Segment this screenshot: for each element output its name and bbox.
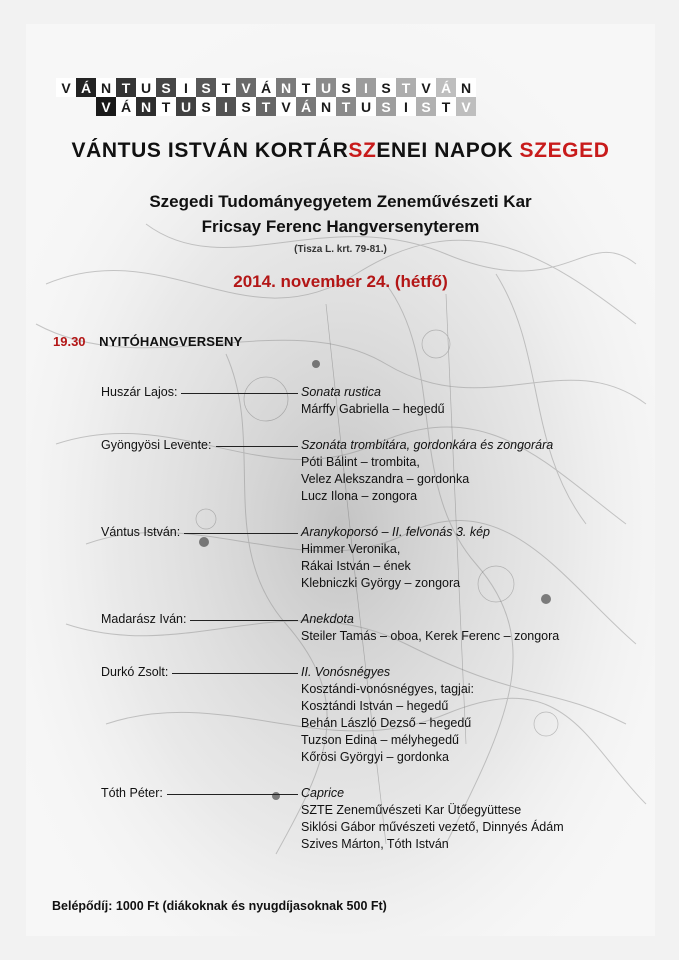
checker-letter: S	[196, 97, 216, 116]
performer: Kosztándi-vonósnégyes, tagjai:	[301, 682, 475, 696]
checker-letter: Á	[256, 78, 276, 97]
venue-line-1: Szegedi Tudományegyetem Zeneművészeti Kar	[149, 192, 532, 211]
venue-line-2: Fricsay Ferenc Hangversenyterem	[201, 217, 480, 236]
performer: Lucz Ilona – zongora	[301, 489, 418, 503]
performer-line	[101, 628, 641, 645]
program-item-header	[101, 664, 641, 681]
checkerboard-row-1	[56, 78, 476, 97]
program-item	[101, 384, 641, 418]
performer-line	[101, 802, 641, 819]
checker-letter: V	[236, 78, 256, 97]
checker-letter: T	[296, 78, 316, 97]
performer-line	[101, 715, 641, 732]
checkerboard-row-2	[96, 97, 476, 116]
work-title: Aranykoporsó – II. felvonás 3. kép	[301, 525, 490, 539]
checker-letter: S	[236, 97, 256, 116]
checker-letter: N	[316, 97, 336, 116]
performer-line	[101, 681, 641, 698]
checker-letter: I	[356, 78, 376, 97]
checker-letter: I	[396, 97, 416, 116]
composer-name: Huszár Lajos:	[101, 385, 178, 399]
concert-label: NYITÓHANGVERSENY	[99, 334, 243, 349]
performer: Klebniczki György – zongora	[301, 576, 461, 590]
performer: Rákai István – ének	[301, 559, 411, 573]
poster	[26, 24, 655, 936]
checker-letter: T	[336, 97, 356, 116]
checker-letter: S	[416, 97, 436, 116]
program-item	[101, 524, 641, 592]
checker-letter: S	[376, 97, 396, 116]
performer-line	[101, 698, 641, 715]
work-title: II. Vonósnégyes	[301, 665, 391, 679]
performer: SZTE Zeneművészeti Kar Ütőegyüttese	[301, 803, 522, 817]
program-item-header	[101, 611, 641, 628]
checker-letter: N	[96, 78, 116, 97]
program-item-header	[101, 384, 641, 401]
composer-name: Gyöngyösi Levente:	[101, 438, 212, 452]
checker-letter: V	[56, 78, 76, 97]
performer-line	[101, 575, 641, 592]
performer-line	[101, 454, 641, 471]
leader-line	[190, 620, 298, 621]
program-item	[101, 664, 641, 766]
composer	[101, 611, 301, 628]
performer: Tuzson Edina – mélyhegedű	[301, 733, 459, 747]
leader-line	[172, 673, 298, 674]
entry-fee: Belépődíj: 1000 Ft (diákoknak és nyugdíjasoknak 500 Ft)	[52, 899, 387, 913]
checker-letter: S	[196, 78, 216, 97]
work-title: Caprice	[301, 786, 345, 800]
checker-letter: T	[156, 97, 176, 116]
performer-line	[101, 749, 641, 766]
venue-address: (Tisza L. krt. 79-81.)	[294, 244, 387, 255]
performer-line	[101, 558, 641, 575]
performer: Kosztándi István – hegedű	[301, 699, 449, 713]
checker-letter: V	[96, 97, 116, 116]
checker-letter: I	[176, 78, 196, 97]
performer-line	[101, 819, 641, 836]
program-list	[101, 384, 641, 872]
checker-letter: N	[136, 97, 156, 116]
performer-line	[101, 541, 641, 558]
performer: Himmer Veronika,	[301, 542, 401, 556]
leader-line	[184, 533, 298, 534]
composer	[101, 384, 301, 401]
work-title: Szonáta trombitára, gordonkára és zongorára	[301, 438, 554, 452]
leader-line	[167, 794, 298, 795]
name-checkerboard-logo	[56, 78, 476, 116]
checker-letter: T	[256, 97, 276, 116]
leader-line	[181, 393, 298, 394]
title-part-1: VÁNTUS ISTVÁN KORTÁR	[71, 139, 349, 162]
checker-letter: T	[116, 78, 136, 97]
checker-letter: T	[216, 78, 236, 97]
checker-letter: U	[136, 78, 156, 97]
concert-time: 19.30	[53, 334, 86, 349]
title-part-2: SZ	[348, 139, 377, 162]
performer-line	[101, 488, 641, 505]
composer-name: Durkó Zsolt:	[101, 665, 169, 679]
checker-letter: I	[216, 97, 236, 116]
performer-line	[101, 732, 641, 749]
checker-letter: U	[176, 97, 196, 116]
program-item	[101, 785, 641, 853]
checker-letter: V	[276, 97, 296, 116]
work-title: Sonata rustica	[301, 385, 381, 399]
composer	[101, 524, 301, 541]
title-part-4: SZEGED	[519, 139, 610, 162]
title-part-3: ENEI NAPOK	[376, 139, 520, 162]
program-item-header	[101, 524, 641, 541]
leader-line	[216, 446, 299, 447]
performer: Márffy Gabriella – hegedű	[301, 402, 445, 416]
work-title: Anekdota	[301, 612, 354, 626]
performer: Velez Alekszandra – gordonka	[301, 472, 470, 486]
performer-line	[101, 471, 641, 488]
checker-letter: S	[336, 78, 356, 97]
performer: Behán László Dezső – hegedű	[301, 716, 472, 730]
checker-letter: Á	[436, 78, 456, 97]
checker-letter: Á	[76, 78, 96, 97]
performer: Póti Bálint – trombita,	[301, 455, 420, 469]
festival-title	[26, 139, 655, 163]
performer: Kőrösi Györgyi – gordonka	[301, 750, 449, 764]
performer: Szives Márton, Tóth István	[301, 837, 449, 851]
composer	[101, 437, 301, 454]
performer: Siklósi Gábor művészeti vezető, Dinnyés Ádám	[301, 820, 564, 834]
performer-line	[101, 836, 641, 853]
program-item-header	[101, 437, 641, 454]
composer-name: Vántus István:	[101, 525, 181, 539]
event-date: 2014. november 24. (hétfő)	[233, 272, 448, 291]
composer-name: Madarász Iván:	[101, 612, 187, 626]
checker-letter: Á	[296, 97, 316, 116]
concert-header	[53, 334, 243, 349]
checker-letter: U	[356, 97, 376, 116]
checker-letter: V	[456, 97, 476, 116]
program-item-header	[101, 785, 641, 802]
composer	[101, 664, 301, 681]
checker-letter: N	[276, 78, 296, 97]
checker-letter: Á	[116, 97, 136, 116]
checker-letter: U	[316, 78, 336, 97]
performer-line	[101, 401, 641, 418]
composer-name: Tóth Péter:	[101, 786, 163, 800]
checker-letter: V	[416, 78, 436, 97]
composer	[101, 785, 301, 802]
checker-letter: T	[436, 97, 456, 116]
checker-letter: T	[396, 78, 416, 97]
performer: Steiler Tamás – oboa, Kerek Ferenc – zongora	[301, 629, 560, 643]
checker-letter: S	[376, 78, 396, 97]
program-item	[101, 611, 641, 645]
checker-letter: N	[456, 78, 476, 97]
program-item	[101, 437, 641, 505]
checker-letter: S	[156, 78, 176, 97]
